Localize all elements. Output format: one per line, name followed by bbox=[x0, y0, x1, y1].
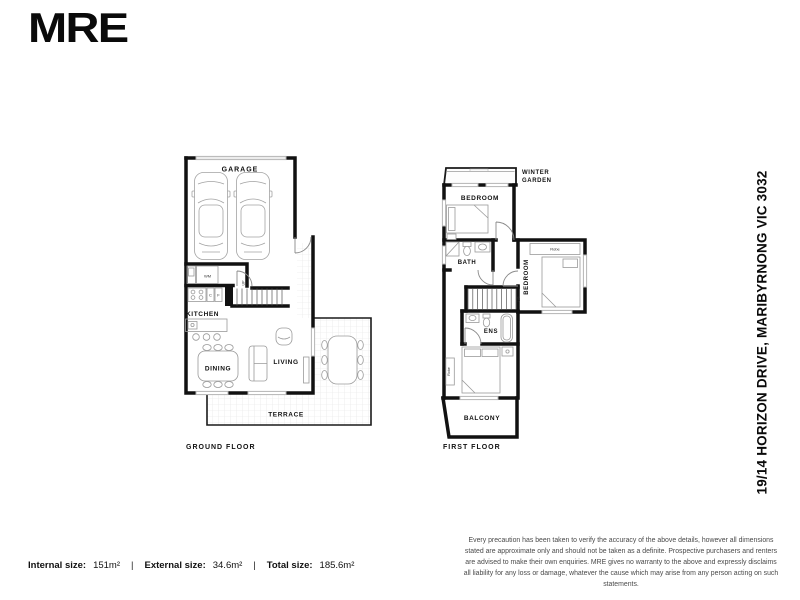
winter-garden-label-1: WINTER bbox=[522, 170, 550, 176]
external-size-label: External size: bbox=[144, 560, 206, 571]
up-label-ground: UP bbox=[241, 280, 246, 286]
ground-floor-title: GROUND FLOOR bbox=[186, 444, 256, 451]
living-furniture bbox=[249, 328, 309, 383]
kitchen-wall-stub bbox=[225, 286, 233, 306]
terrace-table bbox=[322, 336, 364, 384]
balcony-label: BALCONY bbox=[463, 415, 501, 422]
dining-label: DINING bbox=[204, 365, 232, 373]
first-stairs bbox=[468, 289, 516, 309]
total-size-value: 185.6m² bbox=[319, 560, 355, 571]
garage-label: GARAGE bbox=[221, 166, 259, 174]
first-floor-title: FIRST FLOOR bbox=[443, 444, 501, 451]
bath-label: BATH bbox=[457, 260, 477, 266]
winter-garden bbox=[444, 168, 516, 185]
kitchen-label: KITCHEN bbox=[186, 311, 220, 318]
bath-fixtures bbox=[446, 242, 490, 256]
terrace-label: TERRACE bbox=[268, 411, 304, 419]
master-bed bbox=[446, 347, 513, 393]
first-floor-plan bbox=[430, 140, 595, 465]
property-address: 19/14 HORIZON DRIVE, MARIBYRNONG VIC 3032 bbox=[754, 170, 770, 495]
ground-floor-plan bbox=[170, 140, 385, 465]
ens-fixtures bbox=[466, 314, 513, 342]
mre-logo: MRE bbox=[28, 4, 128, 51]
ground-stairs bbox=[237, 289, 282, 306]
entry-path-tiles bbox=[297, 243, 311, 318]
external-size-value: 34.6m² bbox=[212, 560, 243, 571]
disclaimer-text: Every precaution has been taken to verify the accuracy of the above details, however all dimensions stated are approximate only and should not be taken as a definite. Prospective purchasers and renters are advised to make their own enquiries. MRE gives no warranty to the above and expressly disclaims all liability for any loss or damage, whatever the cause which may arise from any person acting on such statements. bbox=[463, 537, 779, 589]
wm-label: WM bbox=[203, 273, 212, 279]
bedroom-top-bed bbox=[447, 205, 489, 240]
total-size-label: Total size: bbox=[266, 560, 313, 571]
first-floor-svg bbox=[430, 140, 595, 460]
separator: | bbox=[253, 560, 256, 571]
ground-floor-svg bbox=[170, 140, 385, 460]
robe-right-label: Robe bbox=[550, 246, 560, 252]
size-summary bbox=[28, 560, 365, 571]
separator: | bbox=[131, 560, 134, 571]
garage-cars bbox=[192, 173, 272, 260]
living-label: LIVING bbox=[273, 359, 299, 366]
internal-size-value: 151m² bbox=[93, 560, 121, 571]
robe-master-label: Robe bbox=[447, 367, 451, 376]
ens-label: ENS bbox=[483, 329, 499, 335]
up-label-first: UP bbox=[517, 296, 521, 302]
bedroom-right-label: BEDROOM bbox=[524, 259, 530, 295]
bedroom-right-furniture bbox=[530, 244, 580, 308]
bedroom-top-label: BEDROOM bbox=[460, 195, 500, 202]
internal-size-label: Internal size: bbox=[28, 560, 87, 571]
cooktop-label: C bbox=[209, 292, 212, 298]
winter-garden-label-2: GARDEN bbox=[522, 178, 552, 184]
fridge-label: F bbox=[217, 292, 220, 298]
